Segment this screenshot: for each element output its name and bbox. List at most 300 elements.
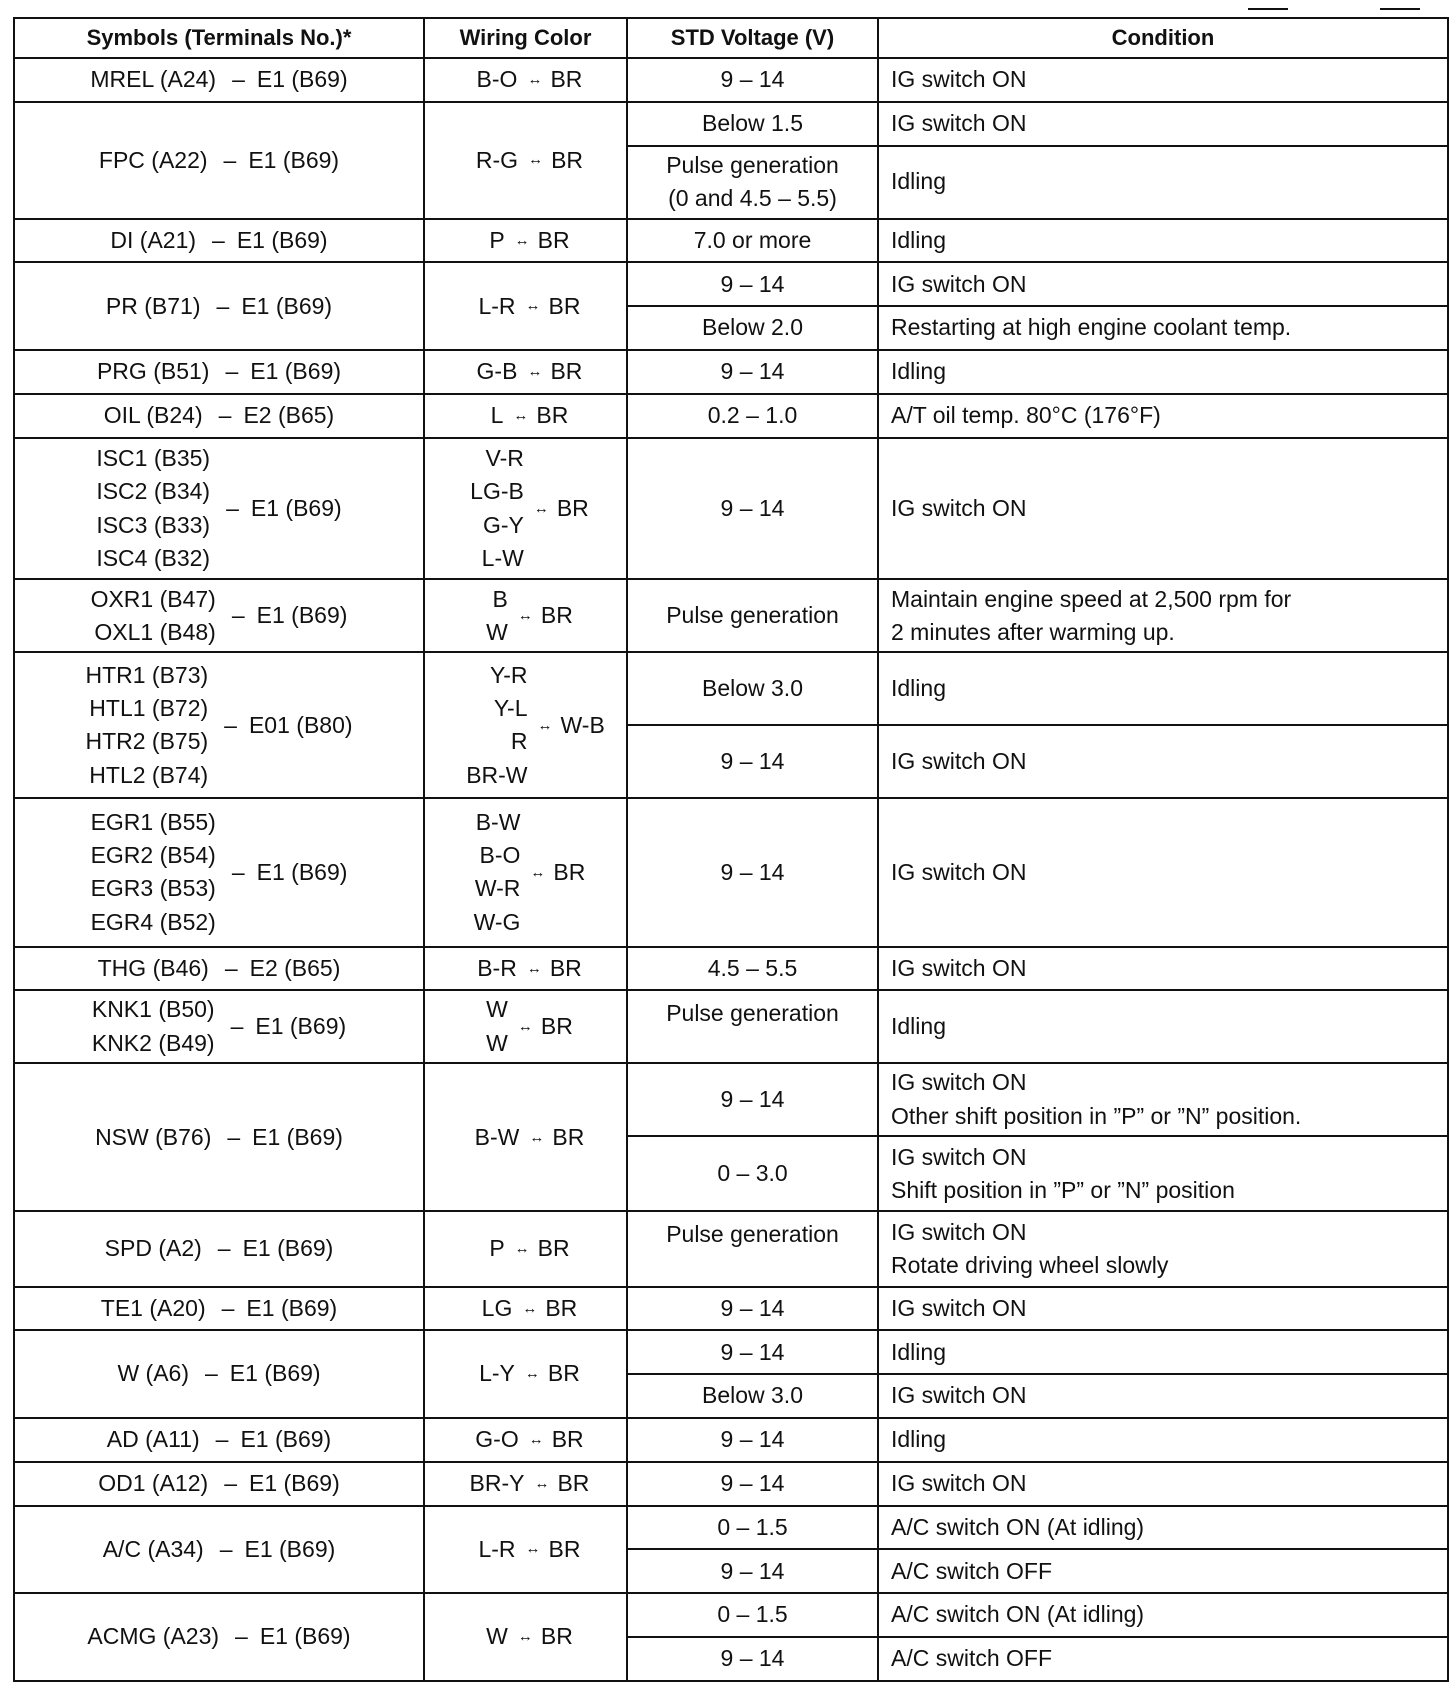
- ground-terminal: E1 (B69): [241, 292, 333, 319]
- terminal-symbol-cell: [14, 438, 424, 580]
- std-voltage-cell: [627, 262, 878, 306]
- condition-cell: [878, 306, 1448, 350]
- terminal-symbol: ISC4 (B32): [96, 544, 211, 571]
- wire-color: L: [490, 402, 504, 428]
- std-voltage-cell: [627, 438, 878, 580]
- wire-color: P: [489, 226, 505, 253]
- condition-cell: [878, 1462, 1448, 1506]
- ground-terminal: E1 (B69): [246, 1294, 338, 1321]
- condition-text: Restarting at high engine coolant temp.: [891, 314, 1292, 341]
- std-voltage: 9 – 14: [720, 858, 785, 885]
- terminal-dash: –: [212, 226, 225, 253]
- wire-color: W: [486, 618, 508, 645]
- terminal-symbol-cell: [14, 1287, 424, 1331]
- wiring-color-cell: [424, 1418, 627, 1462]
- ground-terminal: E1 (B69): [256, 602, 348, 629]
- wiring-color-cell: [424, 1287, 627, 1331]
- std-voltage: 9 – 14: [720, 1426, 785, 1453]
- double-arrow-icon: ↔: [525, 297, 541, 315]
- terminal-symbol: EGR4 (B52): [90, 908, 216, 935]
- table-row: [14, 947, 1448, 991]
- terminal-symbol-cell: [14, 1506, 424, 1594]
- wire-color: W-R: [474, 875, 521, 902]
- double-arrow-icon: ↔: [517, 1017, 533, 1035]
- condition-cell: [878, 219, 1448, 263]
- std-voltage: Below 2.0: [701, 314, 803, 341]
- std-voltage-cell: [627, 990, 878, 1063]
- table-row: [14, 219, 1448, 263]
- double-arrow-icon: ↔: [527, 363, 543, 380]
- condition-text: 2 minutes after warming up.: [891, 618, 1175, 645]
- wire-color: L-W: [481, 544, 524, 571]
- header-symbols: Symbols (Terminals No.)*: [14, 18, 424, 58]
- condition-text: IG switch ON: [891, 270, 1027, 297]
- terminal-symbol-cell: [14, 1063, 424, 1211]
- double-arrow-icon: ↔: [517, 607, 533, 625]
- terminal-dash: –: [205, 1360, 218, 1387]
- wire-color: W: [486, 1623, 508, 1650]
- condition-text: IG switch ON: [891, 1469, 1027, 1496]
- terminal-symbol-cell: [14, 798, 424, 946]
- wiring-color-cell: [424, 652, 627, 798]
- table-row: [14, 1287, 1448, 1331]
- condition-cell: [878, 394, 1448, 438]
- ground-wire-color: BR: [552, 1123, 585, 1150]
- wiring-color-cell: [424, 1211, 627, 1286]
- terminal-symbol: SPD (A2): [104, 1235, 202, 1262]
- terminal-symbol: EGR2 (B54): [90, 842, 216, 869]
- condition-text: Shift position in ”P” or ”N” position: [891, 1176, 1235, 1203]
- condition-cell: [878, 579, 1448, 652]
- terminal-symbol-cell: [14, 58, 424, 102]
- terminal-symbol: KNK1 (B50): [91, 996, 215, 1023]
- condition-cell: [878, 1136, 1448, 1211]
- std-voltage: Below 1.5: [701, 110, 803, 137]
- std-voltage-cell: [627, 1374, 878, 1418]
- condition-cell: [878, 262, 1448, 306]
- ground-wire-color: BR: [537, 226, 570, 253]
- std-voltage-cell: [627, 798, 878, 946]
- terminal-dash: –: [215, 1426, 229, 1453]
- terminal-symbol: MREL (A24): [90, 66, 217, 93]
- terminal-dash: –: [231, 858, 245, 885]
- condition-cell: [878, 947, 1448, 991]
- wire-color: B-W: [475, 808, 521, 835]
- terminal-symbol-cell: [14, 990, 424, 1063]
- double-arrow-icon: ↔: [514, 231, 530, 249]
- wire-color: B-W: [474, 1123, 520, 1150]
- condition-text: Other shift position in ”P” or ”N” position.: [891, 1102, 1302, 1129]
- terminal-dash: –: [235, 1623, 248, 1650]
- std-voltage-cell: [627, 102, 878, 146]
- ground-terminal: E1 (B69): [248, 1469, 340, 1496]
- std-voltage-cell: [627, 579, 878, 652]
- condition-text: A/C switch OFF: [891, 1645, 1053, 1672]
- double-arrow-icon: ↔: [528, 1430, 544, 1448]
- table-row: [14, 1063, 1448, 1136]
- wiring-color-cell: [424, 1506, 627, 1594]
- wire-color: Y-R: [490, 661, 528, 688]
- table-row: [14, 262, 1448, 306]
- table-row: [14, 1506, 1448, 1550]
- table-row: [14, 798, 1448, 946]
- std-voltage: Below 3.0: [701, 1382, 803, 1409]
- ground-wire-color: BR: [545, 1294, 578, 1321]
- std-voltage: 9 – 14: [720, 1294, 785, 1321]
- condition-cell: [878, 725, 1448, 798]
- condition-text: Idling: [891, 226, 946, 253]
- terminal-symbol: ISC1 (B35): [96, 444, 211, 471]
- terminal-symbol: EGR3 (B53): [90, 875, 216, 902]
- table-row: [14, 1418, 1448, 1462]
- terminal-symbol: OXR1 (B47): [90, 585, 216, 612]
- std-voltage-cell: [627, 1462, 878, 1506]
- wire-color: W: [486, 996, 508, 1023]
- wiring-color-cell: [424, 1330, 627, 1418]
- double-arrow-icon: ↔: [534, 1474, 550, 1492]
- condition-cell: [878, 1287, 1448, 1331]
- table-row: [14, 350, 1448, 394]
- std-voltage: (0 and 4.5 – 5.5): [668, 185, 837, 212]
- wiring-color-cell: [424, 990, 627, 1063]
- double-arrow-icon: ↔: [517, 1628, 533, 1646]
- condition-cell: [878, 1211, 1448, 1286]
- std-voltage: Pulse generation: [666, 151, 839, 178]
- std-voltage: Pulse generation: [666, 1000, 839, 1027]
- ground-wire-color: BR: [551, 146, 584, 173]
- ground-wire-color: BR: [548, 292, 581, 319]
- condition-cell: [878, 1549, 1448, 1593]
- std-voltage: 9 – 14: [720, 358, 785, 385]
- std-voltage: Below 3.0: [701, 675, 803, 702]
- condition-text: A/C switch ON (At idling): [891, 1513, 1145, 1540]
- table-header-row: [14, 18, 1448, 58]
- std-voltage-cell: [627, 1593, 878, 1637]
- ground-wire-color: BR: [540, 1013, 573, 1040]
- wiring-color-cell: [424, 350, 627, 394]
- wiring-color-cell: [424, 1593, 627, 1681]
- std-voltage-cell: [627, 394, 878, 438]
- double-arrow-icon: ↔: [514, 1240, 530, 1258]
- condition-text: Idling: [891, 675, 946, 702]
- terminal-symbol-cell: [14, 262, 424, 350]
- ground-terminal: E1 (B69): [248, 146, 340, 173]
- condition-cell: [878, 350, 1448, 394]
- terminal-symbol: TE1 (A20): [100, 1294, 206, 1321]
- std-voltage: 0.2 – 1.0: [707, 402, 798, 428]
- condition-cell: [878, 1330, 1448, 1374]
- wiring-color-cell: [424, 1063, 627, 1211]
- ground-terminal: E2 (B65): [243, 402, 335, 428]
- wire-color: LG: [481, 1294, 513, 1321]
- double-arrow-icon: ↔: [530, 863, 546, 881]
- terminal-symbol: HTL1 (B72): [89, 695, 209, 722]
- terminal-symbol-cell: [14, 1593, 424, 1681]
- wire-color: Y-L: [493, 695, 528, 722]
- std-voltage: Pulse generation: [666, 602, 839, 629]
- terminal-symbol-cell: [14, 1462, 424, 1506]
- terminal-symbol: HTR2 (B75): [85, 728, 209, 755]
- condition-text: Idling: [891, 1013, 946, 1040]
- std-voltage: 9 – 14: [720, 748, 785, 775]
- double-arrow-icon: ↔: [527, 71, 543, 89]
- std-voltage: Pulse generation: [666, 1221, 839, 1248]
- std-voltage-cell: [627, 146, 878, 219]
- wiring-color-cell: [424, 219, 627, 263]
- terminal-dash: –: [224, 1469, 237, 1496]
- ground-terminal: E01 (B80): [248, 711, 353, 738]
- table-row: [14, 652, 1448, 725]
- table-row: [14, 394, 1448, 438]
- terminal-symbol-cell: [14, 652, 424, 798]
- ground-terminal: E1 (B69): [236, 226, 328, 253]
- std-voltage: 9 – 14: [720, 1557, 785, 1584]
- terminal-symbol-cell: [14, 1418, 424, 1462]
- condition-cell: [878, 1593, 1448, 1637]
- std-voltage-cell: [627, 1063, 878, 1136]
- condition-text: IG switch ON: [891, 1143, 1027, 1170]
- condition-text: Idling: [891, 1338, 946, 1365]
- ground-terminal: E1 (B69): [240, 1426, 332, 1453]
- terminal-symbol-cell: [14, 394, 424, 438]
- ground-terminal: E1 (B69): [242, 1235, 334, 1262]
- double-arrow-icon: ↔: [526, 959, 542, 977]
- table-body: [14, 58, 1448, 1681]
- wire-color: V-R: [485, 444, 524, 471]
- std-voltage-cell: [627, 1418, 878, 1462]
- wiring-color-cell: [424, 579, 627, 652]
- ground-wire-color: BR: [557, 1469, 590, 1496]
- terminal-symbol: PR (B71): [105, 292, 201, 319]
- header-rule-right: [1380, 8, 1420, 10]
- std-voltage-cell: [627, 947, 878, 991]
- terminal-dash: –: [232, 66, 245, 93]
- condition-text: IG switch ON: [891, 1218, 1027, 1245]
- terminal-symbol-cell: [14, 947, 424, 991]
- terminal-dash: –: [216, 292, 230, 319]
- ground-terminal: E2 (B65): [249, 954, 341, 981]
- terminal-dash: –: [227, 1123, 241, 1150]
- table-row: [14, 438, 1448, 580]
- terminal-symbol-cell: [14, 579, 424, 652]
- terminal-symbol: OD1 (A12): [98, 1469, 209, 1496]
- ground-terminal: E1 (B69): [250, 494, 342, 521]
- header-rule-left: [1248, 8, 1288, 10]
- ground-wire-color: BR: [537, 1235, 570, 1262]
- ground-wire-color: BR: [540, 602, 573, 629]
- terminal-symbol: W (A6): [117, 1360, 189, 1387]
- table-row: [14, 1593, 1448, 1637]
- ground-wire-color: BR: [548, 1535, 581, 1562]
- std-voltage-cell: [627, 1549, 878, 1593]
- terminal-symbol: ISC3 (B33): [96, 511, 211, 538]
- double-arrow-icon: ↔: [529, 1128, 545, 1146]
- ground-wire-color: BR: [550, 358, 583, 385]
- terminal-dash: –: [218, 402, 232, 428]
- ground-wire-color: BR: [550, 66, 583, 93]
- condition-cell: [878, 1063, 1448, 1136]
- terminal-dash: –: [224, 954, 238, 981]
- condition-text: A/T oil temp. 80°C (176°F): [891, 402, 1161, 428]
- std-voltage: 9 – 14: [720, 1469, 785, 1496]
- terminal-dash: –: [223, 146, 237, 173]
- wire-color: BR-W: [466, 761, 528, 788]
- terminal-symbol-cell: [14, 1211, 424, 1286]
- wiring-color-cell: [424, 1462, 627, 1506]
- wire-color: LG-B: [470, 478, 524, 505]
- condition-cell: [878, 438, 1448, 580]
- std-voltage: 9 – 14: [720, 1645, 785, 1672]
- ground-wire-color: BR: [536, 402, 569, 428]
- condition-cell: [878, 146, 1448, 219]
- std-voltage: 4.5 – 5.5: [707, 954, 798, 981]
- double-arrow-icon: ↔: [537, 716, 553, 734]
- wire-color: G-O: [475, 1426, 519, 1453]
- ground-terminal: E1 (B69): [252, 1123, 343, 1150]
- table-row: [14, 1330, 1448, 1374]
- terminal-symbol: A/C (A34): [102, 1535, 204, 1562]
- terminal-dash: –: [221, 1294, 235, 1321]
- ground-wire-color: BR: [553, 858, 586, 885]
- ground-terminal: E1 (B69): [255, 1013, 347, 1040]
- wiring-color-cell: [424, 438, 627, 580]
- wire-color: B-O: [476, 66, 518, 93]
- wire-color: B-R: [477, 954, 517, 981]
- wire-color: W: [486, 1029, 508, 1056]
- terminal-symbol: HTL2 (B74): [89, 761, 209, 788]
- ground-terminal: E1 (B69): [250, 358, 342, 385]
- double-arrow-icon: ↔: [528, 151, 544, 169]
- ground-wire-color: BR: [547, 1360, 580, 1387]
- header-std-voltage: STD Voltage (V): [627, 18, 878, 58]
- terminal-symbol: ISC2 (B34): [96, 478, 211, 505]
- ground-wire-color: BR: [551, 1426, 584, 1453]
- condition-cell: [878, 798, 1448, 946]
- condition-cell: [878, 1418, 1448, 1462]
- wire-color: B: [492, 585, 508, 612]
- terminal-symbol: PRG (B51): [96, 358, 210, 385]
- wire-color: B-O: [479, 842, 521, 869]
- terminal-symbol-cell: [14, 1330, 424, 1418]
- std-voltage-cell: [627, 306, 878, 350]
- std-voltage-cell: [627, 1506, 878, 1550]
- condition-text: Idling: [891, 1426, 946, 1453]
- condition-text: IG switch ON: [891, 858, 1027, 885]
- ground-wire-color: W-B: [560, 711, 605, 738]
- terminal-dash: –: [217, 1235, 231, 1262]
- condition-cell: [878, 58, 1448, 102]
- terminal-symbol: AD (A11): [106, 1426, 200, 1453]
- condition-cell: [878, 1506, 1448, 1550]
- std-voltage: 0 – 1.5: [717, 1601, 788, 1628]
- table-row: [14, 1211, 1448, 1286]
- ground-wire-color: BR: [549, 954, 582, 981]
- wire-color: G-Y: [482, 511, 524, 538]
- std-voltage: 7.0 or more: [693, 226, 812, 253]
- terminal-dash: –: [230, 1013, 244, 1040]
- ground-wire-color: BR: [556, 494, 589, 521]
- std-voltage-cell: [627, 725, 878, 798]
- terminal-dash: –: [231, 602, 245, 629]
- std-voltage-cell: [627, 1330, 878, 1374]
- condition-text: IG switch ON: [891, 66, 1027, 93]
- wire-color: G-B: [476, 358, 518, 385]
- std-voltage: 9 – 14: [720, 494, 785, 521]
- std-voltage: 0 – 1.5: [717, 1513, 788, 1540]
- table-row: [14, 1462, 1448, 1506]
- std-voltage-cell: [627, 1287, 878, 1331]
- std-voltage-cell: [627, 219, 878, 263]
- condition-text: IG switch ON: [891, 110, 1027, 137]
- terminal-symbol: KNK2 (B49): [91, 1029, 215, 1056]
- std-voltage-cell: [627, 350, 878, 394]
- wire-color: BR-Y: [469, 1469, 525, 1496]
- wire-color: R: [510, 728, 528, 755]
- terminal-symbol: HTR1 (B73): [85, 661, 209, 688]
- wiring-color-cell: [424, 262, 627, 350]
- ground-terminal: E1 (B69): [259, 1623, 351, 1650]
- ground-wire-color: BR: [540, 1623, 573, 1650]
- ground-terminal: E1 (B69): [229, 1360, 321, 1387]
- terminal-symbol: OXL1 (B48): [94, 618, 216, 645]
- terminal-symbol: NSW (B76): [95, 1123, 212, 1150]
- ground-terminal: E1 (B69): [256, 858, 348, 885]
- std-voltage: 0 – 3.0: [717, 1160, 788, 1187]
- terminal-dash: –: [225, 358, 239, 385]
- terminal-symbol-cell: [14, 350, 424, 394]
- std-voltage-cell: [627, 1136, 878, 1211]
- condition-text: IG switch ON: [891, 954, 1027, 981]
- std-voltage-cell: [627, 58, 878, 102]
- header-condition: Condition: [878, 18, 1448, 58]
- double-arrow-icon: ↔: [524, 1365, 540, 1383]
- std-voltage-cell: [627, 1211, 878, 1286]
- table-row: [14, 579, 1448, 652]
- header-wiring-color: Wiring Color: [424, 18, 627, 58]
- wiring-color-cell: [424, 58, 627, 102]
- ground-terminal: E1 (B69): [256, 66, 348, 93]
- condition-cell: [878, 1374, 1448, 1418]
- double-arrow-icon: ↔: [513, 406, 529, 424]
- std-voltage: 9 – 14: [720, 1338, 785, 1365]
- condition-cell: [878, 1637, 1448, 1681]
- terminal-symbol-cell: [14, 219, 424, 263]
- double-arrow-icon: ↔: [533, 499, 549, 517]
- condition-text: Idling: [891, 168, 946, 195]
- condition-text: IG switch ON: [891, 748, 1027, 775]
- wire-color: P: [489, 1235, 505, 1262]
- terminal-symbol: EGR1 (B55): [90, 808, 216, 835]
- condition-cell: [878, 102, 1448, 146]
- table-row: [14, 102, 1448, 146]
- wire-color: L-Y: [479, 1360, 515, 1387]
- condition-text: IG switch ON: [891, 1069, 1027, 1096]
- condition-cell: [878, 990, 1448, 1063]
- std-voltage: 9 – 14: [720, 270, 785, 297]
- condition-text: IG switch ON: [891, 494, 1027, 521]
- terminal-symbol-cell: [14, 102, 424, 219]
- wire-color: W-G: [473, 908, 521, 935]
- condition-text: IG switch ON: [891, 1294, 1027, 1321]
- table-row: [14, 990, 1448, 1063]
- terminal-symbol: DI (A21): [110, 226, 197, 253]
- condition-text: A/C switch ON (At idling): [891, 1601, 1145, 1628]
- std-voltage: 9 – 14: [720, 1086, 785, 1113]
- condition-cell: [878, 652, 1448, 725]
- ground-terminal: E1 (B69): [244, 1535, 336, 1562]
- terminal-dash: –: [219, 1535, 233, 1562]
- double-arrow-icon: ↔: [522, 1299, 538, 1317]
